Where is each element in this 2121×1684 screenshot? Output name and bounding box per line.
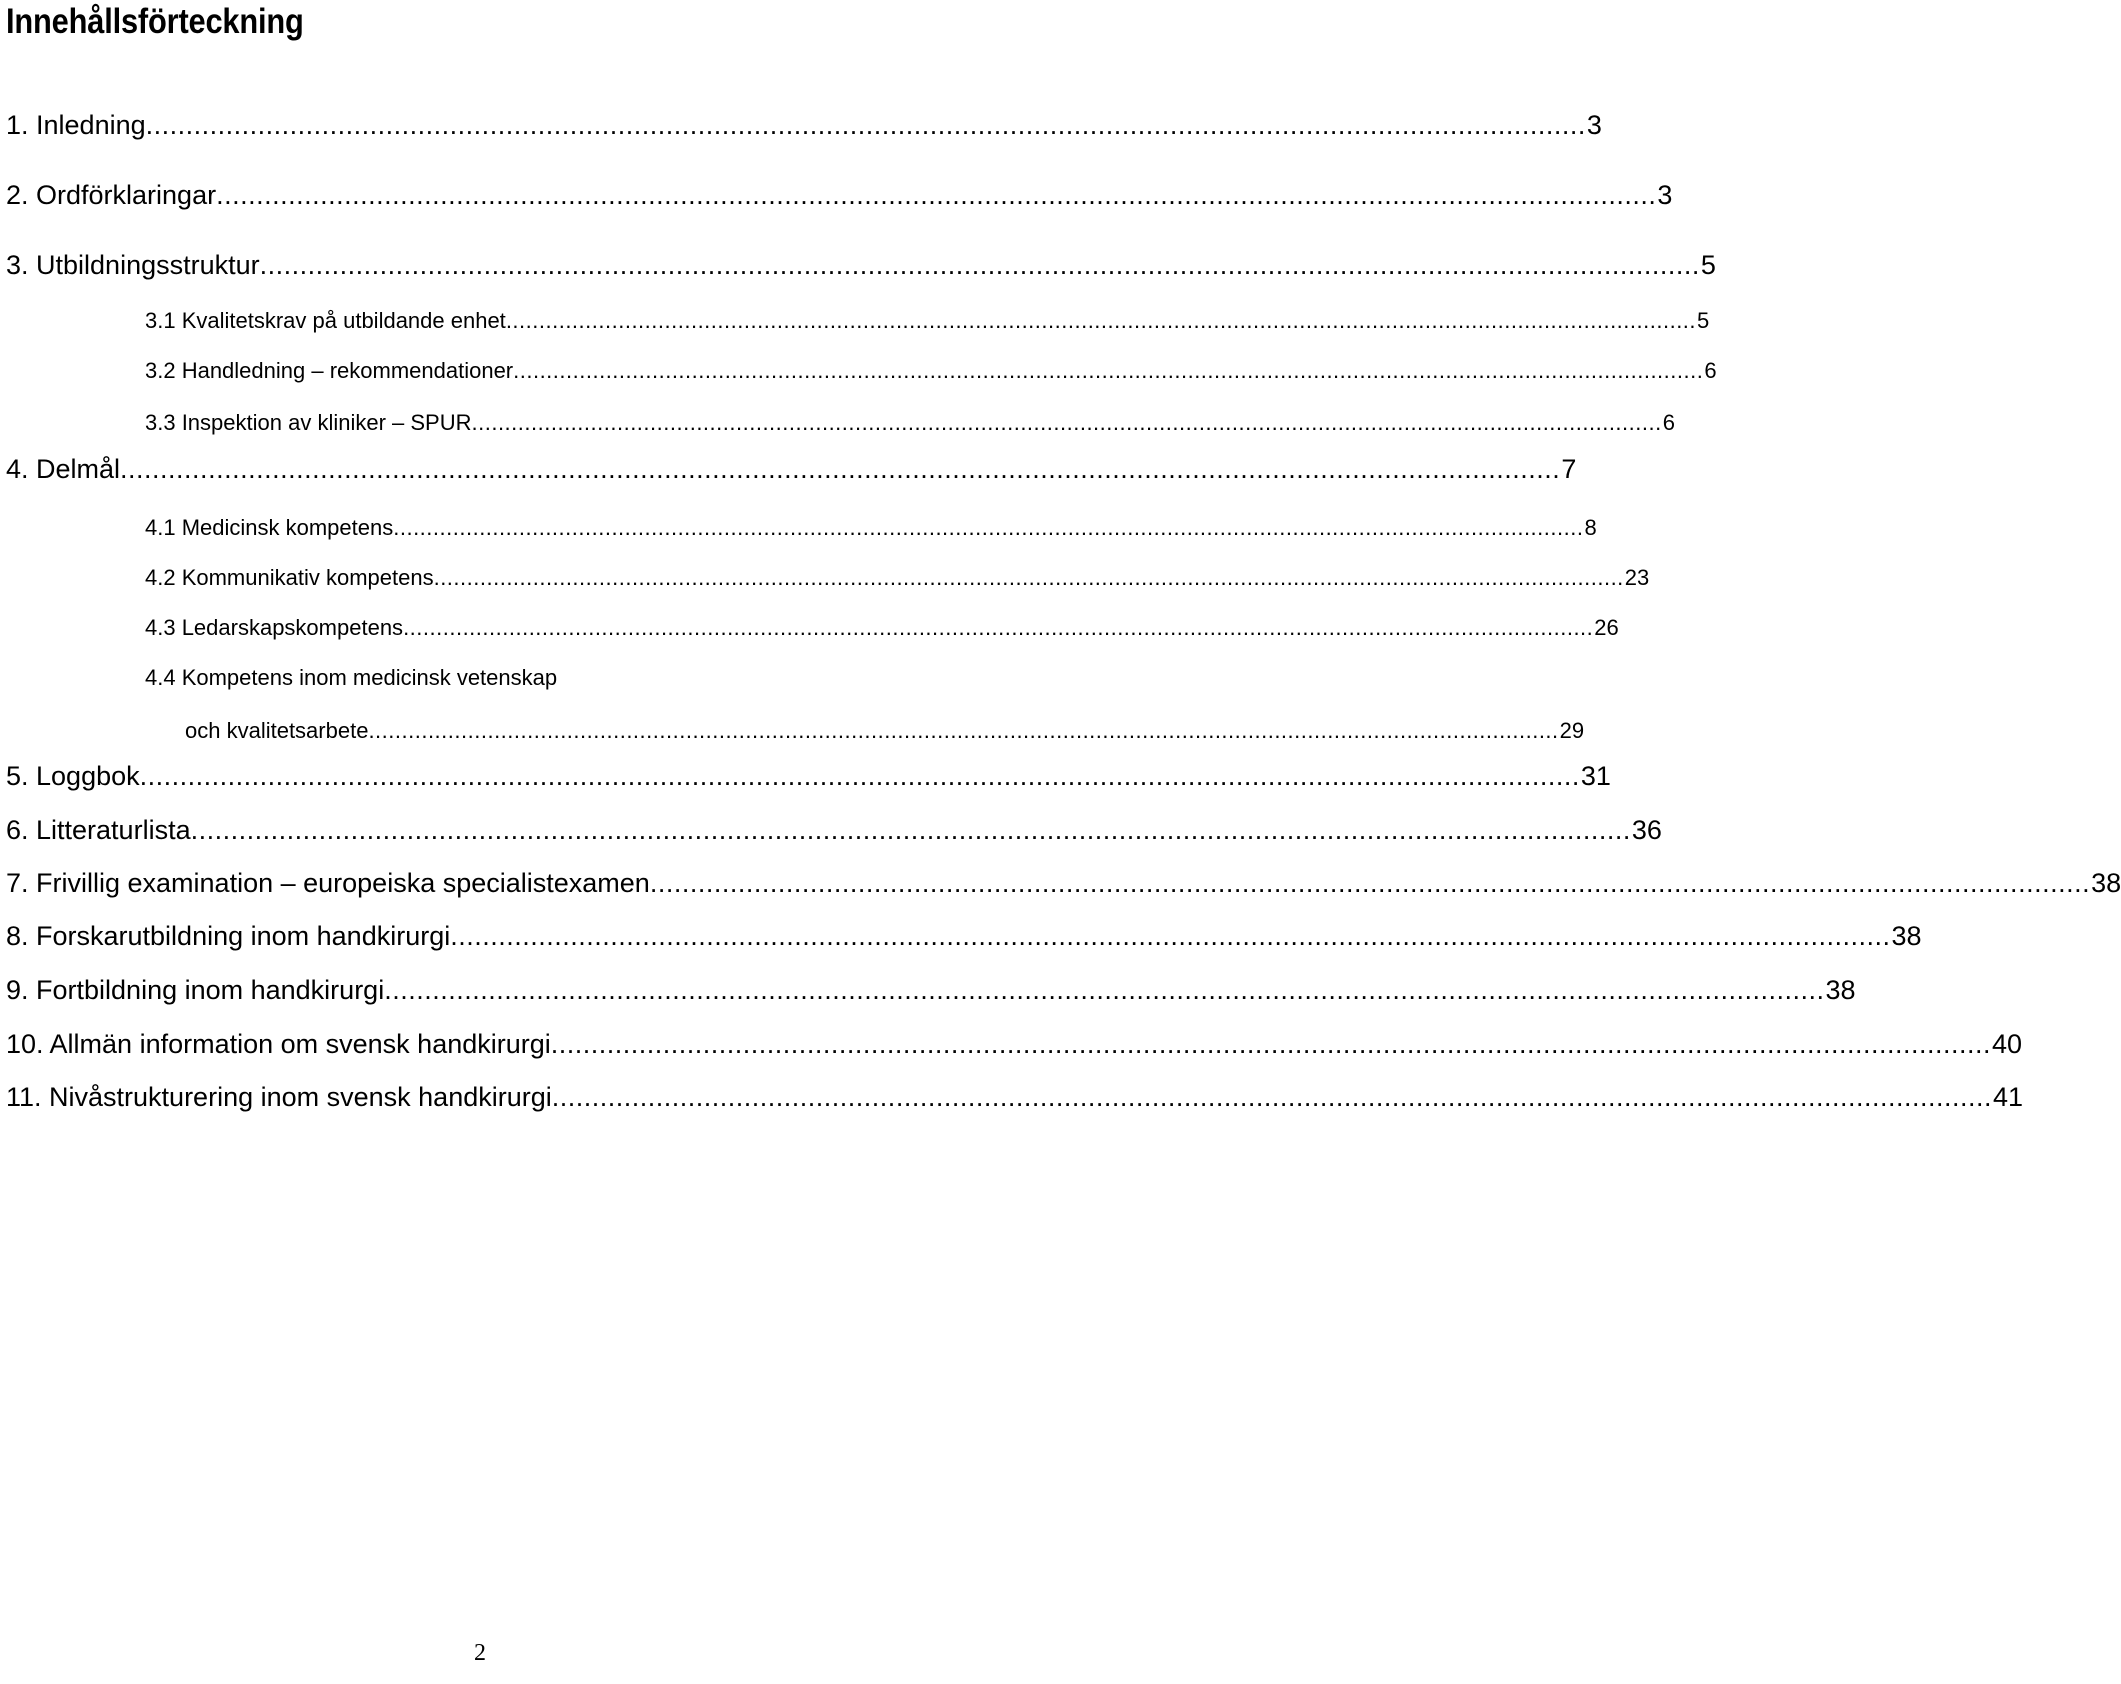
dot-leader: ....................................................................................................................................................................................: [403, 615, 1594, 640]
toc-page-number: 23: [1624, 565, 1650, 590]
toc-entry-label: 4.4 Kompetens inom medicinsk vetenskap: [145, 665, 558, 690]
dot-leader: ....................................................................................................................................................................................: [368, 718, 1559, 743]
toc-entry-label: och kvalitetsarbete: [185, 718, 369, 743]
page-number: 2: [474, 1640, 486, 1666]
dot-leader: ....................................................................................................................................................................................: [190, 815, 1631, 845]
toc-entry-handledning[interactable]: [145, 358, 1717, 384]
toc-page-number: 40: [1992, 1029, 2023, 1059]
toc-entry-label: 10. Allmän information om svensk handkirurgi: [6, 1029, 551, 1059]
toc-entry-label: 4.3 Ledarskapskompetens: [145, 615, 404, 640]
toc-entry-label: 4. Delmål: [6, 454, 121, 484]
toc-page-number: 26: [1594, 615, 1619, 640]
toc-page-number: 38: [1891, 921, 1922, 951]
toc-entry-loggbok[interactable]: [6, 761, 1611, 792]
dot-leader: ....................................................................................................................................................................................: [505, 308, 1697, 333]
toc-page-number: 29: [1559, 718, 1585, 743]
toc-entry-inspektion[interactable]: [145, 410, 1675, 436]
toc-page-number: 36: [1631, 815, 1662, 845]
dot-leader: ....................................................................................................................................................................................: [450, 921, 1891, 951]
toc-entry-frivillig-examination[interactable]: [6, 868, 2121, 899]
dot-leader: ....................................................................................................................................................................................: [551, 1082, 1993, 1112]
dot-leader: ....................................................................................................................................................................................: [139, 761, 1580, 791]
toc-entry-label: 11. Nivåstrukturering inom svensk handkirurgi: [6, 1082, 552, 1112]
toc-page-number: 3: [1657, 180, 1673, 210]
toc-entry-label: 4.1 Medicinsk kompetens: [145, 515, 394, 540]
toc-entry-litteraturlista[interactable]: [6, 815, 1662, 846]
dot-leader: ....................................................................................................................................................................................: [384, 975, 1825, 1005]
dot-leader: ....................................................................................................................................................................................: [145, 110, 1586, 140]
toc-entry-label: 3.2 Handledning – rekommendationer: [145, 358, 514, 383]
dot-leader: ....................................................................................................................................................................................: [433, 565, 1624, 590]
toc-page-number: 7: [1561, 454, 1577, 484]
dot-leader: ....................................................................................................................................................................................: [513, 358, 1704, 383]
toc-page-number: 38: [2091, 868, 2121, 898]
toc-entry-utbildningsstruktur[interactable]: [6, 250, 1716, 281]
dot-leader: ....................................................................................................................................................................................: [216, 180, 1657, 210]
toc-entry-label: 6. Litteraturlista: [6, 815, 191, 845]
toc-entry-label: 3.3 Inspektion av kliniker – SPUR: [145, 410, 472, 435]
toc-entry-ledarskapskompetens[interactable]: [145, 615, 1619, 641]
toc-entry-label: 7. Frivillig examination – europeiska specialistexamen: [6, 868, 650, 898]
toc-entry-allman-information[interactable]: [6, 1029, 2023, 1060]
toc-entry-kommunikativ-kompetens[interactable]: [145, 565, 1650, 591]
dot-leader: ....................................................................................................................................................................................: [471, 410, 1662, 435]
dot-leader: ....................................................................................................................................................................................: [550, 1029, 1992, 1059]
toc-entry-forskarutbildning[interactable]: [6, 921, 1922, 952]
toc-entry-fortbildning[interactable]: [6, 975, 1856, 1006]
toc-entry-label: 9. Fortbildning inom handkirurgi: [6, 975, 385, 1005]
toc-page-number: 3: [1586, 110, 1602, 140]
toc-page-number: 5: [1697, 308, 1710, 333]
toc-entry-label: 1. Inledning: [6, 110, 146, 140]
toc-page-number: 38: [1825, 975, 1856, 1005]
toc-entry-nivastrukturering[interactable]: [6, 1082, 2024, 1113]
toc-page-number: 6: [1662, 410, 1675, 435]
dot-leader: ....................................................................................................................................................................................: [120, 454, 1561, 484]
toc-page-number: 5: [1700, 250, 1716, 280]
toc-entry-kvalitetsarbete[interactable]: [185, 718, 1585, 744]
toc-page-number: 8: [1584, 515, 1597, 540]
toc-entry-kompetens-vetenskap[interactable]: [145, 665, 948, 691]
dot-leader: ....................................................................................................................................................................................: [393, 515, 1584, 540]
page-title: Innehållsförteckning: [6, 2, 304, 41]
dot-leader: ....................................................................................................................................................................................: [649, 868, 2091, 898]
toc-entry-label: 5. Loggbok: [6, 761, 140, 791]
toc-entry-label: 3.1 Kvalitetskrav på utbildande enhet: [145, 308, 506, 333]
toc-entry-inledning[interactable]: [6, 110, 1602, 141]
toc-entry-delmal[interactable]: [6, 454, 1577, 485]
toc-page-number: 41: [1993, 1082, 2024, 1112]
dot-leader: ....................................................................................................................................................................................: [259, 250, 1700, 280]
toc-page-number: 31: [1580, 761, 1611, 791]
toc-entry-kvalitetskrav[interactable]: [145, 308, 1710, 334]
toc-entry-medicinsk-kompetens[interactable]: [145, 515, 1597, 541]
toc-entry-label: 2. Ordförklaringar: [6, 180, 217, 210]
toc-entry-ordforklaringar[interactable]: [6, 180, 1673, 211]
toc-entry-label: 8. Forskarutbildning inom handkirurgi: [6, 921, 451, 951]
toc-entry-label: 3. Utbildningsstruktur: [6, 250, 260, 280]
toc-page-number: 6: [1704, 358, 1717, 383]
toc-entry-label: 4.2 Kommunikativ kompetens: [145, 565, 434, 590]
